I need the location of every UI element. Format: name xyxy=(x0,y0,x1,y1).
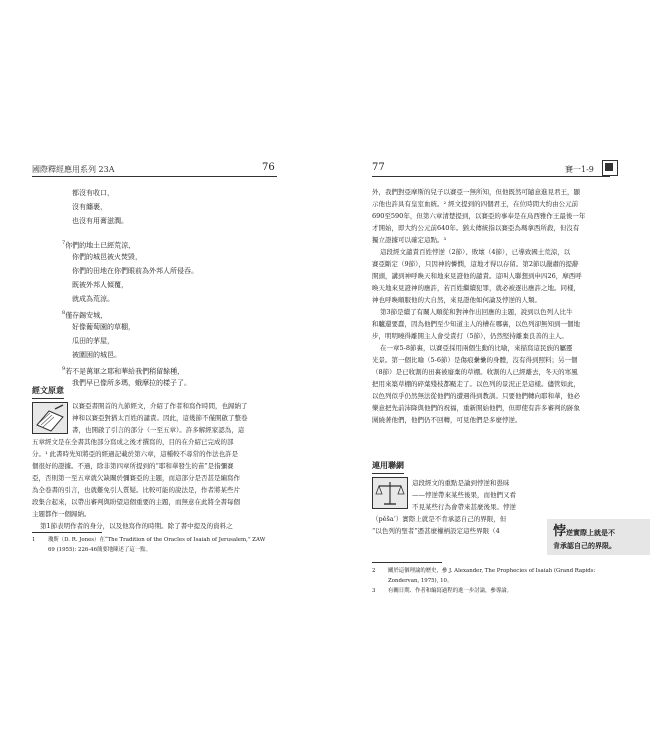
body-line: 把用來築草棚的碎葉殘枝都颳走了。以色列的景況正是這樣。儘管如此， xyxy=(372,380,580,388)
footnotes-left xyxy=(32,535,282,555)
section-label-original-meaning: 經文原意 xyxy=(32,385,64,399)
header-rule xyxy=(32,176,277,177)
footnote-rule xyxy=(32,532,102,533)
chapter-tab-icon xyxy=(602,160,618,176)
verse-text: 都沒有收口， xyxy=(72,189,114,197)
verse-line xyxy=(72,250,142,264)
verse-line xyxy=(72,320,135,334)
verse-number: 8 xyxy=(62,310,66,316)
body-line: 段集合起來，以帶出審判與盼望這個重要的主題，而無意在此將全書每個 xyxy=(32,498,240,506)
footnote-text: 瓊斯（D. R. Jones）在“The Tradition of the Oracles of Isaiah of Jerusalem,” ZAW xyxy=(48,537,266,543)
verse-text: 就成為荒涼。 xyxy=(72,295,114,303)
verse-text: 若不是萬軍之耶和華給我們稍留餘種， xyxy=(65,367,185,376)
body-line: 690至590年，但第六章清楚提到，以賽亞的事奉是在烏西雅作王最後一年 xyxy=(372,212,586,220)
pull-quote-line1: 逆實際上就是不 xyxy=(566,529,616,537)
body-line: 神也呼喚順服他的大自然，來見證他如何論及悖逆的人類。 xyxy=(372,296,541,304)
verse-text: 被圍困的城邑。 xyxy=(72,351,121,359)
body-line: 圍繞著他們，他們仍不回轉，可見他們是多麼悖逆。 xyxy=(372,416,522,424)
body-line: 分。¹ 此書時先知將亞的經過記載於第六章，這種較不尋常的作法也許是 xyxy=(32,450,239,458)
section-label-bridging-contexts: 連用聯網 xyxy=(372,460,404,474)
verse-text: 我們早已像所多瑪，蛾摩拉的樣子了。 xyxy=(72,379,191,387)
footnote-rule xyxy=(372,562,442,563)
verse-line xyxy=(72,214,128,228)
footnote-text: 有關日期、作者和編寫過程的進一步討論，參導論。 xyxy=(388,588,512,594)
body-line: 賽亞斷定（9節），只因神的憐憫，這地才得以存留。第2節以嚴肅的提辭 xyxy=(372,260,579,268)
body-line: 以色列似乎仍然無法從他們的遭遇得到教訓。只要他們轉向耶和華，他必 xyxy=(372,392,580,400)
body-line: 開頭，講到神呼喚天和地來見證他的譴責。這叫人聯想到申四26，摩西呼 xyxy=(372,272,582,280)
verse-text: 僅存錫安城， xyxy=(65,311,108,320)
pull-quote-initial: 悖 xyxy=(553,524,567,539)
footnote-number: 2 xyxy=(372,568,376,574)
body-line: 第1節表明作者的身分，以及他寫作的時期。除了書中提及的資料之 xyxy=(40,522,233,530)
verse-line xyxy=(72,200,107,214)
page-number: 76 xyxy=(262,162,275,173)
running-header: 賽一1-9 xyxy=(565,165,594,174)
verse-number: 9 xyxy=(62,366,66,372)
footnote-text: Zondervan, 1975), 10。 xyxy=(388,578,453,584)
footnote xyxy=(372,586,617,596)
footnotes-right xyxy=(372,566,617,596)
body-line: 光景。第一個比喻（5-6節）是傷痕纍纍的身體，沒有得到照料；另一個 xyxy=(372,356,578,364)
body-line: 書，也開啟了引言的部分（一至五章）。許多解經家認為，這 xyxy=(72,426,245,434)
verse-text: 瓜田的茅屋， xyxy=(72,337,114,345)
verse-line xyxy=(72,376,191,390)
footnote xyxy=(372,576,617,586)
body-text-right xyxy=(372,186,612,426)
bridge-text xyxy=(372,477,542,537)
header-rule xyxy=(372,176,610,177)
footnote-text: 關於這個理論的歷史，參 J. Alexander, The Prophecies of Isaiah (Grand Rapids: xyxy=(388,568,596,574)
body-line: 和驢還要蠢，因為他們至少知道主人的槽在哪裏，以色列卻無知到一個地 xyxy=(372,320,580,328)
footnote xyxy=(372,566,617,576)
body-line: 主題都作一個歸納。 xyxy=(32,510,91,518)
body-line: 個很好的證據。不過，除非第四章所提到的“耶和華發生的苗”是指彌賽 xyxy=(32,462,234,470)
body-line: 以賽亞書開首的九節經文，介紹了作者和寫作時間，也歸納了 xyxy=(72,402,248,410)
right-page xyxy=(325,0,650,750)
pull-quote-line2: 肯承認自己的界限。 xyxy=(553,542,616,550)
verse-text: 既被外邦人傾覆， xyxy=(72,281,128,289)
page-number: 77 xyxy=(372,162,385,173)
body-line: 亞，否則第一至五章就欠缺關於彌賽亞的主題，而這部分是否甚是編寫作 xyxy=(32,474,240,482)
body-line: 在一章5-8節裏，以賽亞採用兩個生動的比喻，來描寫這民族的屬靈 xyxy=(380,344,573,352)
bridge-line: ——悖逆帶來某些後果，而他們又看 xyxy=(412,491,516,499)
body-line: 五章經文是在全書其他部分寫成之後才撰寫的，目的在介紹已完成的部 xyxy=(32,438,234,446)
body-line: 步，明明曉得離開主人會受責打（5節），仍然堅持離棄良善的主人。 xyxy=(372,332,568,340)
body-line: 示他也許具有皇室血統。² 經文提到的四個君王，在位時間大約由公元前 xyxy=(372,200,579,208)
running-header: 國際釋經應用系列 23A xyxy=(32,165,115,174)
bridge-line: （pěša‘）實際上就是不肯承認自己的界限，但 xyxy=(372,515,507,523)
bridge-line: “以色列的聖者”憑甚麼權柄設定這些界限（4 xyxy=(372,527,500,535)
body-line: 才開始，即大約公元前640年。猶太傳統指以賽亞為瑪拿西所殺，但沒有 xyxy=(372,224,580,232)
footnote xyxy=(32,545,282,555)
verse-text: 你們的地土已經荒涼， xyxy=(65,241,136,250)
body-line: 為全卷書的引言，也就難免引人質疑。比較可能的說法是，作者將某些片 xyxy=(32,486,240,494)
footnote-text: 69 (1955): 226-46簡要地陳述了這一點。 xyxy=(48,547,151,553)
verse-text: 沒有纏裹， xyxy=(72,203,107,211)
body-line: 第3節是續了有關人順從和對神作出回應的主題，說到以色列人比牛 xyxy=(380,308,573,316)
verse-text: 你們的城邑被火焚毀， xyxy=(72,253,142,261)
pull-quote xyxy=(547,519,650,555)
body-line: 神和以賽亞對猶太百姓的譴責。因此，這幾節不僅開啟了整卷 xyxy=(72,414,248,422)
footnote xyxy=(32,535,282,545)
footnote-number: 1 xyxy=(32,537,36,543)
body-line: 樂意把先前沛降與他們的祝福，重新開始他們，但即使有許多審判的跡象 xyxy=(372,404,580,412)
verse-text: 好像葡萄園的草棚， xyxy=(72,323,135,331)
bridge-line: 這段經文的重點是論到悖逆和愚昧 xyxy=(412,479,510,487)
verse-text: 也沒有用膏滋潤。 xyxy=(72,217,128,225)
verse-line xyxy=(72,264,198,278)
verse-text: 你們的田地在你們眼前為外邦人所侵吞。 xyxy=(72,267,198,275)
body-line: 喚天地來見證神的應許，若百姓繼續犯罪，就必被逐出應許之地。同樣， xyxy=(372,284,580,292)
body-text-left xyxy=(32,400,276,532)
verse-line xyxy=(72,292,114,306)
body-line: 外，我們對亞摩斯的兒子以賽亞一無所知，但他既然可隨意進見君王，顯 xyxy=(372,188,580,196)
verse-line xyxy=(72,348,121,362)
bridge-line: 不見某些行為會帶來甚麼後果。悖逆 xyxy=(412,503,516,511)
body-line: （8節）是已收割的田裏被廢棄的草棚。收割的人已經離去，冬天的寒風 xyxy=(372,368,578,376)
body-line: 獨立證據可以確定這點。³ xyxy=(372,236,447,244)
body-line: 這段經文譴責百姓悖逆（2節）、敗壞（4節），已導致國土荒涼，以 xyxy=(380,248,571,256)
verse-line xyxy=(72,334,114,348)
verse-number: 7 xyxy=(62,240,66,246)
footnote-number: 3 xyxy=(372,588,376,594)
verse-line xyxy=(72,186,114,200)
verse-line xyxy=(72,278,128,292)
